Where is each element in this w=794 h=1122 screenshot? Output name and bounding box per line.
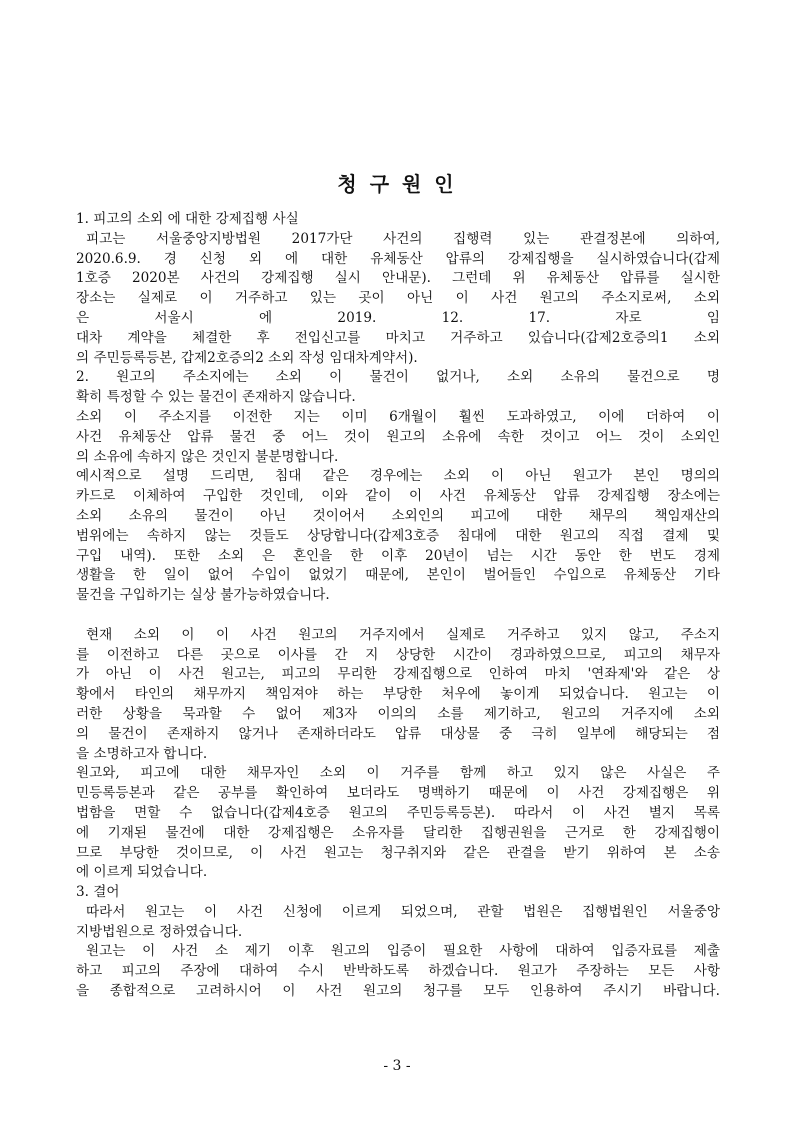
text-line: 을 종합적으로 고려하시어 이 사건 원고의 청구를 모두 인용하여 주시기 바랍니다.	[76, 983, 720, 1000]
text-line: 물건을 구입하기는 실상 불가능하였습니다.	[76, 587, 330, 604]
text-line: 현재 소외 이 이 사건 원고의 거주지에서 실제로 거주하고 있지 않고, 주소지	[86, 626, 720, 643]
text-line: 따라서 원고는 이 사건 신청에 이르게 되었으며, 관할 법원은 집행법원인 서울중앙	[86, 903, 720, 920]
text-line: 므로 부당한 것이므로, 이 사건 원고는 청구취지와 같은 관결을 받기 위하여 본 소송	[76, 844, 720, 861]
text-line: 의 물건이 존재하지 않거나 존재하더라도 압류 대상물 중 극히 일부에 해당되는 점	[76, 725, 720, 742]
paragraph-gap	[76, 606, 720, 626]
text-line: 지방법원으로 정하였습니다.	[76, 923, 243, 940]
text-line: 소외 이 주소지를 이전한 지는 이미 6개월이 훨씬 도과하였고, 이에 더하여 이	[76, 408, 720, 425]
text-line: 을 소명하고자 합니다.	[76, 745, 208, 762]
text-line: 대차 계약을 체결한 후 전입신고를 마치고 거주하고 있습니다(갑제2호증의1 소외	[76, 329, 720, 346]
document-body	[76, 210, 720, 1002]
text-line: 범위에는 속하지 않는 것들도 상당합니다(갑제3호증 침대에 대한 원고의 직접 결제 및	[76, 527, 720, 544]
text-line: 1. 피고의 소외 에 대한 강제집행 사실	[76, 211, 299, 227]
text-line: 를 이전하고 다른 곳으로 이사를 간 지 상당한 시간이 경과하였으므로, 피고의 채무자	[76, 646, 720, 663]
text-line: 확히 특정할 수 있는 물건이 존재하지 않습니다.	[76, 389, 356, 406]
text-line: 카드로 이체하여 구입한 것인데, 이와 같이 이 사건 유체동산 압류 강제집행 장소에는	[76, 488, 720, 505]
text-line: 에 이르게 되었습니다.	[76, 864, 208, 881]
text-line: 생활을 한 일이 없어 수입이 없었기 때문에, 본인이 벌어들인 수입으로 유체동산 기타	[76, 567, 720, 584]
text-line: 의 주민등록등본, 갑제2호증의2 소외 작성 임대차계약서).	[76, 349, 418, 366]
text-line: 3. 결어	[76, 884, 120, 901]
text-line: 소외 소유의 물건이 아닌 것이어서 소외인의 피고에 대한 채무의 책임재산의	[76, 507, 720, 524]
text-line: 1호증 2020본 사건의 강제집행 실시 안내문). 그런데 위 유체동산 압류를 실시한	[76, 270, 720, 287]
text-line: 2020.6.9. 경 신청 외 에 대한 유체동산 압류의 강제집행을 실시하였습니다(갑제	[76, 250, 720, 267]
text-line: 민등록등본과 같은 공부를 확인하여 보더라도 명백하기 때문에 이 사건 강제집행은 위	[76, 785, 720, 802]
text-line: 2. 원고의 주소지에는 소외 이 물건이 없거나, 소외 소유의 물건으로 명	[76, 369, 720, 386]
text-line: 사건 유체동산 압류 물건 중 어느 것이 원고의 소유에 속한 것이고 어느 것이 소외인	[76, 428, 720, 445]
text-line: 에 기재된 물건에 대한 강제집행은 소유자를 달리한 집행권원을 근거로 한 강제집행이	[76, 824, 720, 841]
text-line: 피고는 서울중앙지방법원 2017가단 사건의 집행력 있는 관결정본에 의하여,	[86, 230, 720, 247]
text-line: 원고와, 피고에 대한 채무자인 소외 이 거주를 함께 하고 있지 않은 사실은 주	[76, 765, 720, 782]
text-line: 의 소유에 속하지 않은 것인지 불분명합니다.	[76, 448, 339, 465]
text-line: 법함을 면할 수 없습니다(갑제4호증 원고의 주민등록등본). 따라서 이 사건 별지 목록	[76, 804, 720, 821]
text-line: 은 서울시 에 2019. 12. 17. 자로 임	[76, 309, 720, 326]
page-number: - 3 -	[383, 1058, 411, 1074]
text-line: 황에서 타인의 채무까지 책임져야 하는 부당한 처우에 놓이게 되었습니다. 원고는 이	[76, 686, 720, 703]
text-line: 가 아닌 이 사건 원고는, 피고의 무리한 강제집행으로 인하여 마치 '연좌제'와 같은 상	[76, 666, 720, 683]
document-title: 청 구 원 인	[337, 172, 457, 196]
text-line: 예시적으로 설명 드리면, 침대 같은 경우에는 소외 이 아닌 원고가 본인 명의의	[76, 468, 720, 485]
text-line: 원고는 이 사건 소 제기 이후 원고의 입증이 필요한 사항에 대하여 입증자료를 제출	[86, 943, 720, 960]
text-line: 러한 상황을 묵과할 수 없어 제3자 이의의 소를 제기하고, 원고의 거주지에 소외	[76, 705, 720, 722]
text-line: 하고 피고의 주장에 대하여 수시 반박하도록 하겠습니다. 원고가 주장하는 모든 사항	[76, 963, 720, 980]
text-line: 장소는 실제로 이 거주하고 있는 곳이 아닌 이 사건 원고의 주소지로써, 소외	[76, 290, 720, 307]
text-line: 구입 내역). 또한 소외 은 혼인을 한 이후 20년이 넘는 시간 동안 한 번도 경제	[76, 547, 720, 564]
